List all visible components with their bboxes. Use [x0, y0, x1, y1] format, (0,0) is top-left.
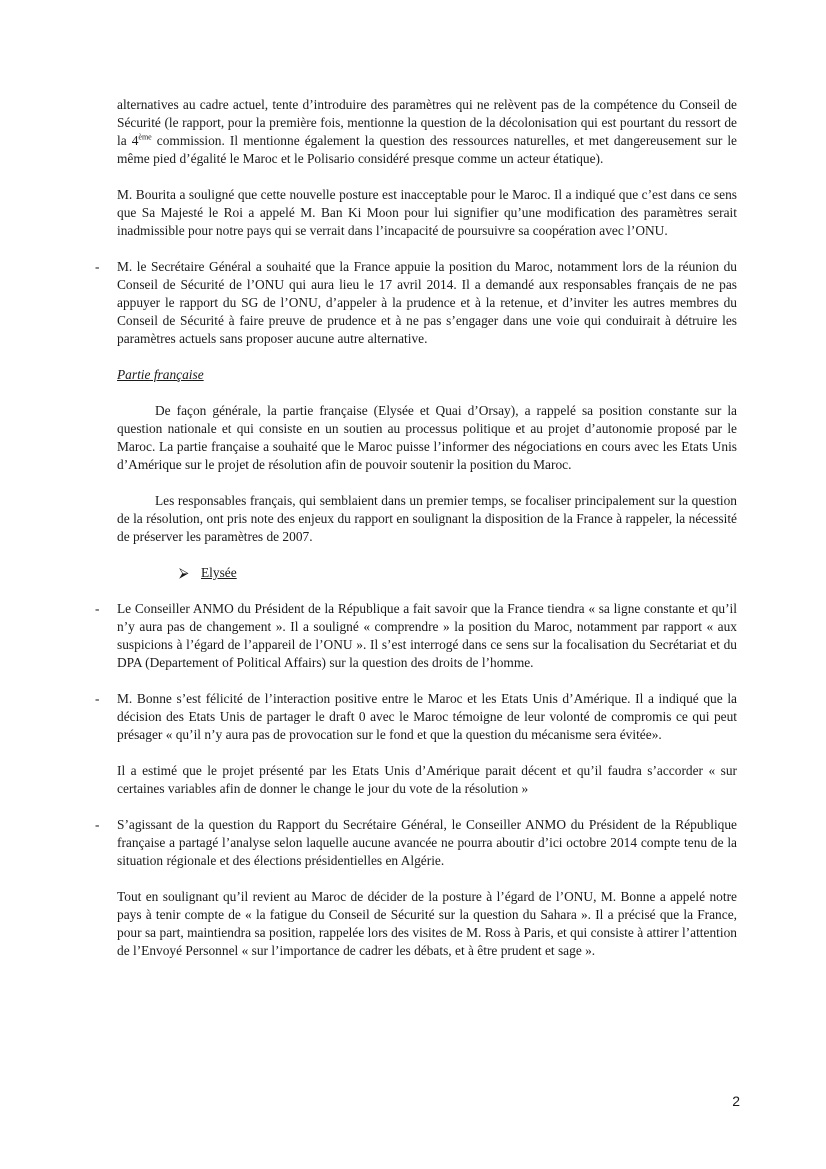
paragraph-projet-decent: Il a estimé que le projet présenté par les Etats Unis d’Amérique parait décent et qu’il faudra s’accorder « sur certaines variables afin de donner le change le jour du vote de la résolution »	[117, 763, 737, 796]
bullet-dash: -	[95, 259, 100, 274]
subsection-elysee	[117, 564, 737, 582]
bullet-item-bonne-felicite	[95, 690, 737, 744]
bullet-text: M. le Secrétaire Général a souhaité que la France appuie la position du Maroc, notamment lors de la réunion du Conseil de Sécurité de l’ONU qui aura lieu le 17 avril 2014. Il a demandé aux responsables français de ne pas appuyer le rapport du SG de l’ONU, d’appeler à la prudence et à la retenue, et d’inviter les autres membres du Conseil de Sécurité à faire preuve de prudence et à ne pas s’engager dans une voie qui conduirait à détruire les paramètres actuels sans proposer aucune autre alternative.	[117, 259, 737, 346]
section-title-partie-francaise: Partie française	[117, 367, 204, 382]
paragraph-responsables-francais: Les responsables français, qui semblaient dans un premier temps, se focaliser principalement sur la question de la résolution, ont pris note des enjeux du rapport en soulignant la disposition de la France à rappeler, la nécessité de préserver les paramètres de 2007.	[117, 493, 737, 544]
superscript-eme: ème	[138, 132, 152, 142]
paragraph-bourita: M. Bourita a souligné que cette nouvelle posture est inacceptable pour le Maroc. Il a indiqué que c’est dans ce sens que Sa Majesté le Roi a appelé M. Ban Ki Moon pour lui signifier qu’une modification des paramètres serait inadmissible pour notre pays qui se verrait dans l’incapacité de poursuivre sa coopération avec l’ONU.	[117, 187, 737, 238]
bullet-dash: -	[95, 817, 100, 832]
paragraph-context	[117, 96, 737, 168]
subsection-title-elysee: Elysée	[201, 565, 237, 580]
page-number: 2	[732, 1093, 740, 1109]
paragraph-position-generale: De façon générale, la partie française (Elysée et Quai d’Orsay), a rappelé sa position constante sur la question nationale et qui consiste en un soutien au processus politique et au projet d’autonomie proposé par le Maroc. La partie française a souhaité que le Maroc puisse l’informer des négociations en cours avec les Etats Unis d’Amérique sur le projet de résolution afin de pouvoir soutenir la position du Maroc.	[117, 403, 737, 472]
bullet-item-secretaire-general	[95, 258, 737, 348]
bullet-dash: -	[95, 601, 100, 616]
bullet-text: M. Bonne s’est félicité de l’interaction positive entre le Maroc et les Etats Unis d’Amérique. Il a indiqué que la décision des Etats Unis de partager le draft 0 avec le Maroc témoigne de leur volonté de compromis ce qui peut présager « qu’il n’y aura pas de provocation sur le fond et que la question du mécanisme sera évitée».	[117, 691, 737, 742]
bullet-dash: -	[95, 691, 100, 706]
paragraph-context-text: alternatives au cadre actuel, tente d’introduire des paramètres qui ne relèvent pas de la compétence du Conseil de Sécurité (le rapport, pour la première fois, mentionne la question de la décolonisation qui est pourtant du ressort de la 4	[117, 97, 737, 148]
bullet-text: Le Conseiller ANMO du Président de la République a fait savoir que la France tiendra « sa ligne constante et qu’il n’y aura pas de changement ». Il a souligné « comprendre » la position du Maroc, notamment par rapport « aux suspicions à l’égard de l’appareil de l’ONU ». Il s’est interrogé dans ce sens sur la focalisation du Secrétariat et du DPA (Departement of Political Affairs) sur la question des droits de l’homme.	[117, 601, 737, 670]
paragraph-fatigue-conseil: Tout en soulignant qu’il revient au Maroc de décider de la posture à l’égard de l’ONU, M. Bonne a appelé notre pays à tenir compte de « la fatigue du Conseil de Sécurité sur la question du Sahara ». Il a précisé que la France, pour sa part, maintiendra sa position, rappelée lors des visites de M. Ross à Paris, et qui consiste à attirer l’attention de l’Envoyé Personnel « sur l’importance de cadrer les débats, et à être prudent et sage ».	[117, 889, 737, 958]
paragraph-context-text-end: commission. Il mentionne également la question des ressources naturelles, et met dangereusement sur le même pied d’égalité le Maroc et le Polisario considéré presque comme un acteur étatique).	[117, 133, 737, 166]
bullet-item-rapport-sg	[95, 816, 737, 870]
page-body	[95, 96, 737, 960]
bullet-item-conseiller-anmo	[95, 600, 737, 672]
arrow-bullet-icon: ⮚	[179, 565, 189, 580]
bullet-text: S’agissant de la question du Rapport du Secrétaire Général, le Conseiller ANMO du Président de la République française a partagé l’analyse selon laquelle aucune avancée ne pourra aboutir d’ici octobre 2014 compte tenu de la situation régionale et des élections présidentielles en Algérie.	[117, 817, 737, 868]
